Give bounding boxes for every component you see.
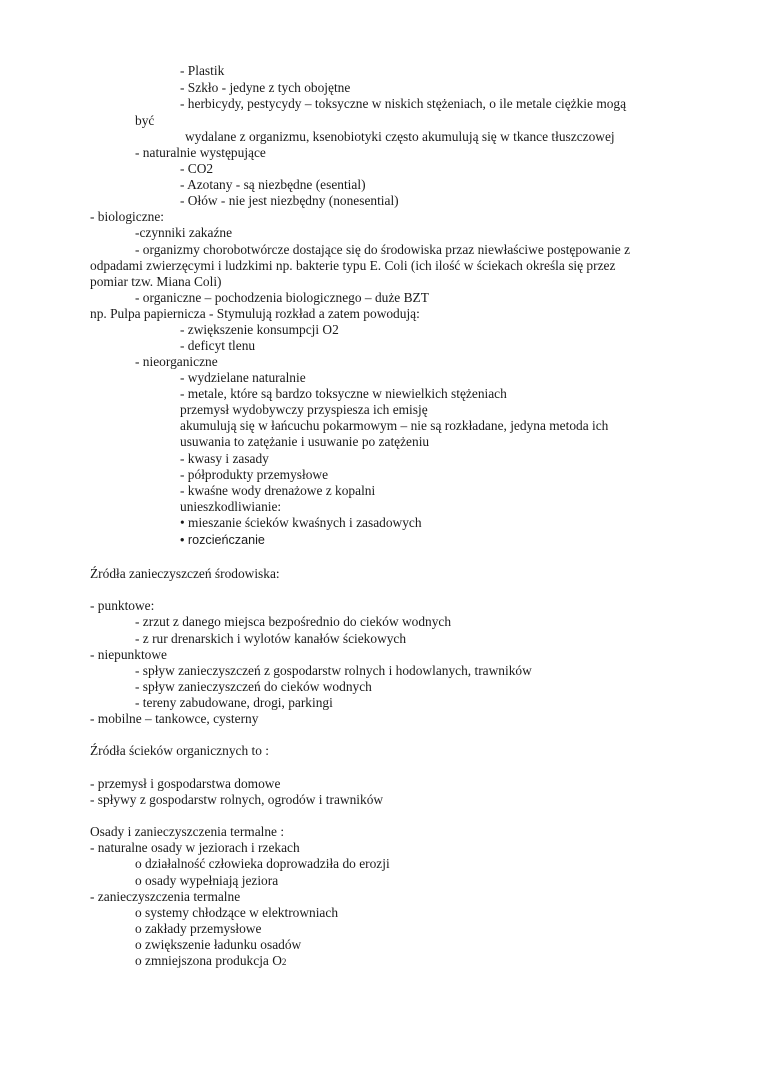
list-item: o zakłady przemysłowe — [135, 921, 262, 936]
text-line: usuwania to zatężanie i usuwanie po zatężeniu — [180, 434, 430, 449]
text-line: - Azotany - są niezbędne (esential) — [180, 177, 366, 192]
text-line: - kwaśne wody drenażowe z kopalni — [180, 483, 376, 498]
text-line: - Ołów - nie jest niezbędny (nonesential) — [180, 193, 399, 208]
text-line: - nieorganiczne — [135, 354, 218, 369]
text-line: - z rur drenarskich i wylotów kanałów ściekowych — [135, 631, 407, 646]
text-line: - naturalne osady w jeziorach i rzekach — [90, 840, 300, 855]
bullet-item: • mieszanie ścieków kwaśnych i zasadowych — [180, 515, 422, 530]
text-line: pomiar tzw. Miana Coli) — [90, 274, 222, 289]
section-heading: - biologiczne: — [90, 209, 164, 224]
text-line: - naturalnie występujące — [135, 145, 266, 160]
text-line: być — [135, 113, 155, 128]
bullet-item: • rozcieńczanie — [180, 533, 265, 547]
text-line: - niepunktowe — [90, 647, 167, 662]
text-line: - półprodukty przemysłowe — [180, 467, 329, 482]
text-line: - spływ zanieczyszczeń do cieków wodnych — [135, 679, 372, 694]
text-line: - spływ zanieczyszczeń z gospodarstw rolnych i hodowlanych, trawników — [135, 663, 532, 678]
text-line: - CO2 — [180, 161, 214, 176]
text-line: - przemysł i gospodarstwa domowe — [90, 776, 281, 791]
text-line: - zrzut z danego miejsca bezpośrednio do cieków wodnych — [135, 614, 452, 629]
text-line: -czynniki zakaźne — [135, 225, 233, 240]
text-line: - spływy z gospodarstw rolnych, ogrodów i trawników — [90, 792, 384, 807]
text-line: - kwasy i zasady — [180, 451, 269, 466]
text-line: - zanieczyszczenia termalne — [90, 889, 241, 904]
text-line: - punktowe: — [90, 598, 155, 613]
text-line: przemysł wydobywczy przyspiesza ich emisję — [180, 402, 428, 417]
list-item: o działalność człowieka doprowadziła do erozji — [135, 856, 390, 871]
text-line: akumulują się w łańcuchu pokarmowym – nie są rozkładane, jedyna metoda ich — [180, 418, 609, 433]
text-line: - metale, które są bardzo toksyczne w niewielkich stężeniach — [180, 386, 507, 401]
list-item: o systemy chłodzące w elektrowniach — [135, 905, 339, 920]
text-line: - zwiększenie konsumpcji O2 — [180, 322, 339, 337]
text-line: - wydzielane naturalnie — [180, 370, 306, 385]
list-item — [135, 953, 286, 970]
text-line: np. Pulpa papiernicza - Stymulują rozkład a zatem powodują: — [90, 306, 420, 321]
text-line: - Szkło - jedyne z tych obojętne — [180, 80, 351, 95]
section-heading: Źródła zanieczyszczeń środowiska: — [90, 566, 280, 581]
text-line: - organizmy chorobotwórcze dostające się do środowiska przaz niewłaściwe postępowanie z — [135, 242, 631, 257]
section-heading: Osady i zanieczyszczenia termalne : — [90, 824, 285, 839]
text-line: - Plastik — [180, 63, 225, 78]
list-item: o zwiększenie ładunku osadów — [135, 937, 302, 952]
text-line: unieszkodliwianie: — [180, 499, 282, 514]
text-line: wydalane z organizmu, ksenobiotyki często akumulują się w tkance tłuszczowej — [185, 129, 615, 144]
section-heading: Źródła ścieków organicznych to : — [90, 743, 269, 758]
subscript: 2 — [281, 957, 287, 967]
text-line: odpadami zwierzęcymi i ludzkimi np. bakterie typu E. Coli (ich ilość w ściekach określa się przez — [90, 258, 616, 273]
text-line: - mobilne – tankowce, cysterny — [90, 711, 259, 726]
text-line: - deficyt tlenu — [180, 338, 256, 353]
list-item: o osady wypełniają jeziora — [135, 873, 279, 888]
text-line: - herbicydy, pestycydy – toksyczne w niskich stężeniach, o ile metale ciężkie mogą — [180, 96, 627, 111]
text-line: - organiczne – pochodzenia biologicznego – duże BZT — [135, 290, 429, 305]
text-line: - tereny zabudowane, drogi, parkingi — [135, 695, 333, 710]
text-span: o zmniejszona produkcja O — [135, 953, 282, 968]
